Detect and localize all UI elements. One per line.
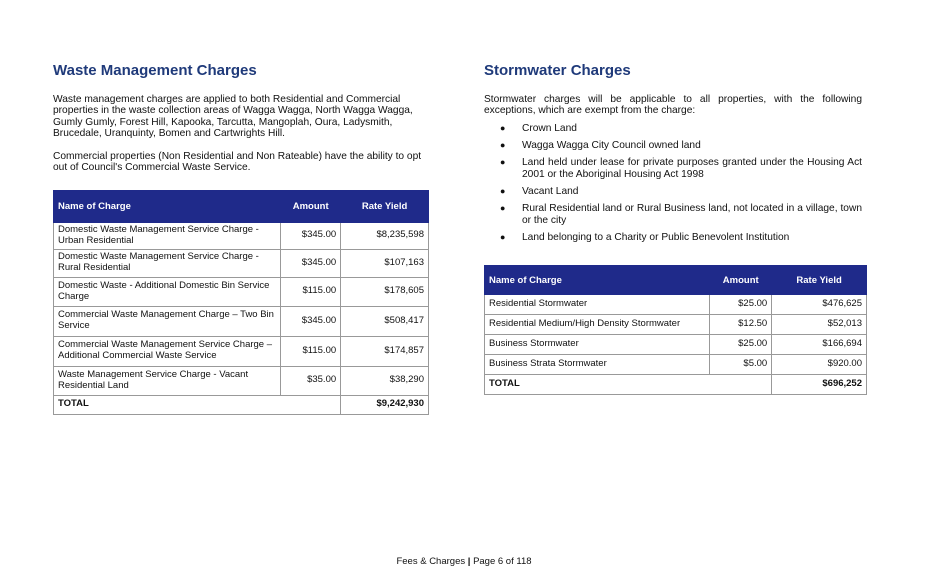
charge-amount: $35.00	[281, 366, 341, 395]
stormwater-title: Stormwater Charges	[484, 62, 631, 79]
list-item: ● Crown Land	[500, 123, 577, 134]
footer-doc-title: Fees & Charges	[396, 556, 466, 567]
storm-header-yield: Rate Yield	[772, 266, 867, 295]
bullet-icon: ●	[500, 140, 506, 151]
charge-name: Commercial Waste Management Charge – Two Bin Service	[54, 306, 281, 336]
stormwater-intro: Stormwater charges will be applicable to all properties, with the following exceptions, which are exempt from the charge:	[484, 94, 862, 117]
table-row	[485, 355, 867, 375]
list-item: ● Wagga Wagga City Council owned land	[500, 140, 701, 152]
exemption-list	[500, 123, 862, 249]
waste-header-yield: Rate Yield	[341, 191, 429, 223]
stormwater-table-header	[485, 266, 867, 295]
charge-yield: $52,013	[772, 315, 867, 335]
charge-yield: $920.00	[772, 355, 867, 375]
footer-separator: |	[467, 556, 471, 567]
stormwater-table	[484, 265, 867, 395]
waste-title: Waste Management Charges	[53, 62, 257, 79]
charge-amount: $115.00	[281, 277, 341, 306]
charge-amount: $5.00	[710, 355, 772, 375]
charge-yield: $178,605	[341, 277, 429, 306]
table-row	[485, 335, 867, 355]
waste-para-1: Waste management charges are applied to both Residential and Commercial properties in the waste collection areas of Wagga Wagga, North Wagga Wagga, Gumly Gumly, Forest Hill, Kapooka, Tarcutta, Mangoplah, Oura, Ladysmith, Brucedale, Uranquinty, Bomen and Cartwrights Hill.	[53, 94, 413, 140]
charge-yield: $166,694	[772, 335, 867, 355]
table-row	[54, 336, 429, 366]
total-yield: $9,242,930	[341, 395, 429, 414]
list-item: ● Land belonging to a Charity or Public Benevolent Institution	[500, 231, 790, 243]
table-row	[54, 277, 429, 306]
waste-header-amount: Amount	[281, 191, 341, 223]
total-label: TOTAL	[54, 395, 341, 414]
list-item: ● Land held under lease for private purposes granted under the Housing Act 2001 or the Aboriginal Housing Act 1998	[500, 157, 862, 180]
table-row	[54, 366, 429, 395]
charge-amount: $115.00	[281, 336, 341, 366]
charge-yield: $8,235,598	[341, 223, 429, 250]
total-label: TOTAL	[485, 375, 772, 395]
bullet-icon: ●	[500, 231, 506, 242]
charge-amount: $345.00	[281, 223, 341, 250]
list-item: ● Vacant Land	[500, 186, 579, 198]
charge-name: Domestic Waste Management Service Charge - Rural Residential	[54, 249, 281, 277]
charge-name: Residential Medium/High Density Stormwater	[485, 315, 710, 335]
waste-table-header	[54, 191, 429, 223]
charge-name: Commercial Waste Management Service Charge – Additional Commercial Waste Service	[54, 336, 281, 366]
list-item: ● Rural Residential land or Rural Business land, not located in a village, town or the city	[500, 203, 862, 226]
charge-amount: $25.00	[710, 295, 772, 315]
charge-amount: $345.00	[281, 249, 341, 277]
storm-header-amount: Amount	[710, 266, 772, 295]
charge-name: Residential Stormwater	[485, 295, 710, 315]
footer-page-number: Page 6 of 118	[473, 556, 532, 567]
charge-amount: $345.00	[281, 306, 341, 336]
table-row	[54, 306, 429, 336]
table-row	[54, 249, 429, 277]
stormwater-total-row	[485, 375, 867, 395]
table-row	[485, 315, 867, 335]
charge-name: Domestic Waste - Additional Domestic Bin Service Charge	[54, 277, 281, 306]
table-row	[485, 295, 867, 315]
bullet-icon: ●	[500, 157, 506, 168]
charge-name: Business Stormwater	[485, 335, 710, 355]
waste-header-name: Name of Charge	[54, 191, 281, 223]
charge-yield: $508,417	[341, 306, 429, 336]
total-yield: $696,252	[772, 375, 867, 395]
charge-yield: $476,625	[772, 295, 867, 315]
charge-name: Domestic Waste Management Service Charge - Urban Residential	[54, 223, 281, 250]
storm-header-name: Name of Charge	[485, 266, 710, 295]
charge-yield: $107,163	[341, 249, 429, 277]
charge-amount: $12.50	[710, 315, 772, 335]
bullet-icon: ●	[500, 203, 506, 214]
charge-name: Waste Management Service Charge - Vacant Residential Land	[54, 366, 281, 395]
charge-yield: $174,857	[341, 336, 429, 366]
waste-table	[53, 190, 429, 415]
bullet-icon: ●	[500, 186, 506, 197]
table-row	[54, 223, 429, 250]
waste-para-2: Commercial properties (Non Residential and Non Rateable) have the ability to opt out of Council's Commercial Waste Service.	[53, 151, 422, 174]
charge-name: Business Strata Stormwater	[485, 355, 710, 375]
charge-amount: $25.00	[710, 335, 772, 355]
bullet-icon: ●	[500, 123, 506, 133]
waste-total-row	[54, 395, 429, 414]
charge-yield: $38,290	[341, 366, 429, 395]
page-footer	[0, 556, 928, 567]
